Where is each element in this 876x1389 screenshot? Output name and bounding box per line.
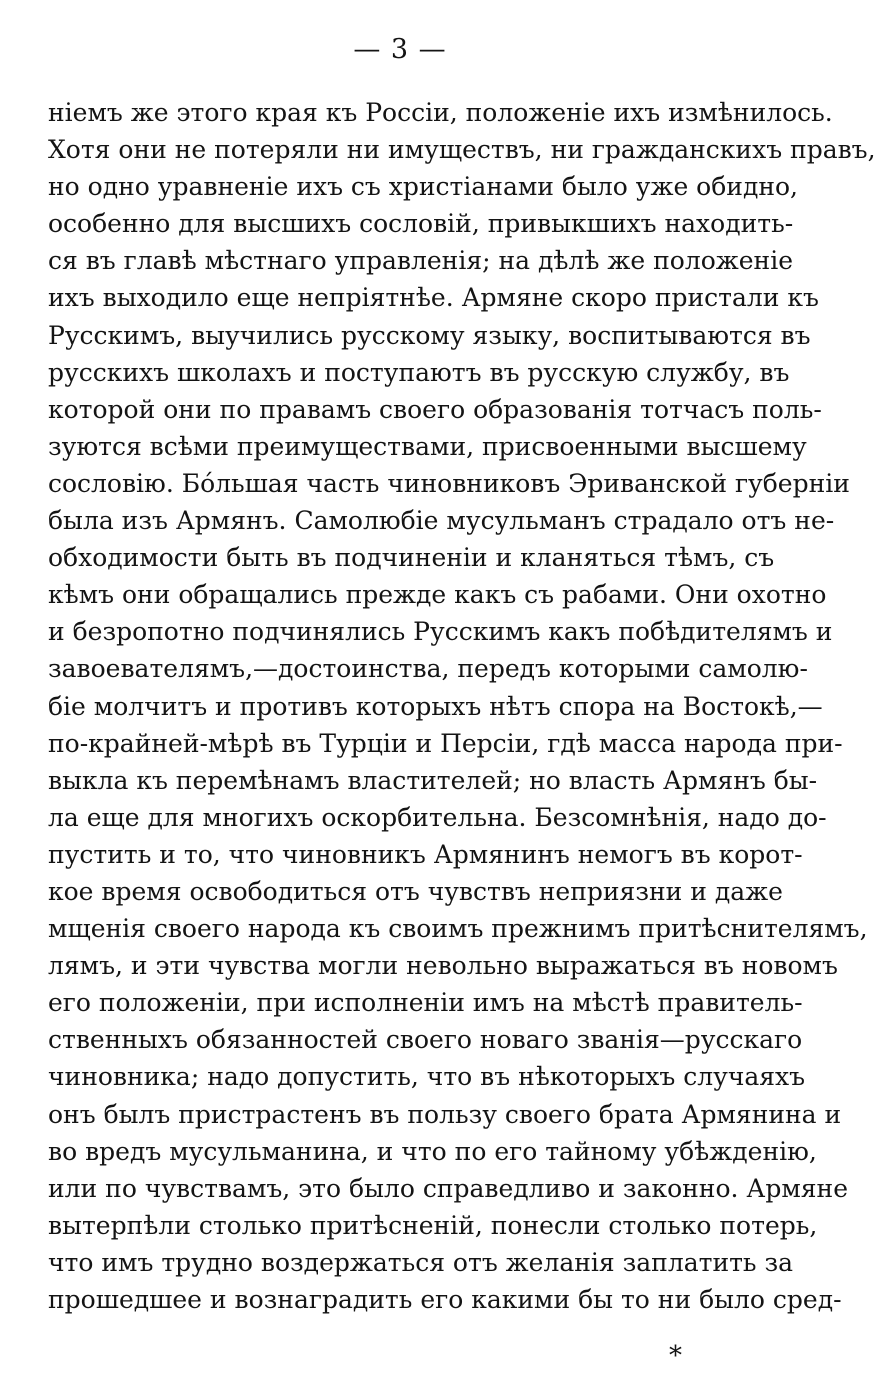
text-line: была изъ Армянъ. Самолюбіе мусульманъ страдало отъ не- <box>48 506 835 536</box>
body-text <box>48 94 876 1318</box>
text-line: кое время освободиться отъ чувствъ неприязни и даже <box>48 876 783 906</box>
text-line: но одно уравненіе ихъ съ христіанами было уже обидно, <box>48 172 798 202</box>
text-line: лямъ, и эти чувства могли невольно выражаться въ новомъ <box>48 951 838 981</box>
text-line: завоевателямъ,—достоинства, передъ которыми самолю- <box>48 654 808 684</box>
text-line: Русскимъ, выучились русскому языку, воспитываются въ <box>48 320 811 350</box>
text-line: сословію. Бóльшая часть чиновниковъ Эриванской губерніи <box>48 468 850 498</box>
page-number: — 3 — <box>353 34 447 65</box>
text-line: біе молчитъ и противъ которыхъ нѣтъ спора на Востокѣ,— <box>48 691 823 721</box>
text-line: ственныхъ обязанностей своего новаго званія—русскаго <box>48 1025 803 1055</box>
text-line: кѣмъ они обращались прежде какъ съ рабами. Они охотно <box>48 580 827 610</box>
text-line: ся въ главѣ мѣстнаго управленія; на дѣлѣ же положеніе <box>48 246 793 276</box>
signature-mark: * <box>669 1341 682 1371</box>
text-line: что имъ трудно воздержаться отъ желанія заплатить за <box>48 1247 794 1277</box>
text-line: его положеніи, при исполненіи имъ на мѣстѣ правитель- <box>48 988 803 1018</box>
text-line: ихъ выходило еще непріятнѣе. Армяне скоро пристали къ <box>48 283 819 313</box>
text-line: чиновника; надо допустить, что въ нѣкоторыхъ случаяхъ <box>48 1062 806 1092</box>
text-line: которой они по правамъ своего образованія тотчасъ поль- <box>48 394 822 424</box>
text-line: Хотя они не потеряли ни имуществъ, ни гражданскихъ правъ, <box>48 135 876 165</box>
text-line: во вредъ мусульманина, и что по его тайному убѣжденію, <box>48 1136 817 1166</box>
text-line: ла еще для многихъ оскорбительна. Безсомнѣнія, надо до- <box>48 802 827 832</box>
text-line: русскихъ школахъ и поступаютъ въ русскую службу, въ <box>48 357 790 387</box>
text-line: вытерпѣли столько притѣсненій, понесли столько потерь, <box>48 1210 818 1240</box>
text-line: зуются всѣми преимуществами, присвоенными высшему <box>48 431 807 461</box>
text-line: пустить и то, что чиновникъ Армянинъ немогъ въ корот- <box>48 839 803 869</box>
text-line: по-крайней-мѣрѣ въ Турціи и Персіи, гдѣ масса народа при- <box>48 728 843 758</box>
text-line: или по чувствамъ, это было справедливо и законно. Армяне <box>48 1173 848 1203</box>
text-line: прошедшее и вознаградить его какими бы то ни было сред- <box>48 1285 842 1314</box>
text-line: выкла къ перемѣнамъ властителей; но власть Армянъ бы- <box>48 765 818 795</box>
text-line: мщенія своего народа къ своимъ прежнимъ притѣснителямъ, <box>48 914 868 944</box>
text-line: обходимости быть въ подчиненіи и кланяться тѣмъ, съ <box>48 543 775 573</box>
text-line: онъ былъ пристрастенъ въ пользу своего брата Армянина и <box>48 1099 842 1129</box>
text-line: особенно для высшихъ сословій, привыкшихъ находить- <box>48 209 794 239</box>
text-line: и безропотно подчинялись Русскимъ какъ побѣдителямъ и <box>48 617 833 647</box>
text-line: ніемъ же этого края къ Россіи, положеніе ихъ измѣнилось. <box>48 98 833 127</box>
